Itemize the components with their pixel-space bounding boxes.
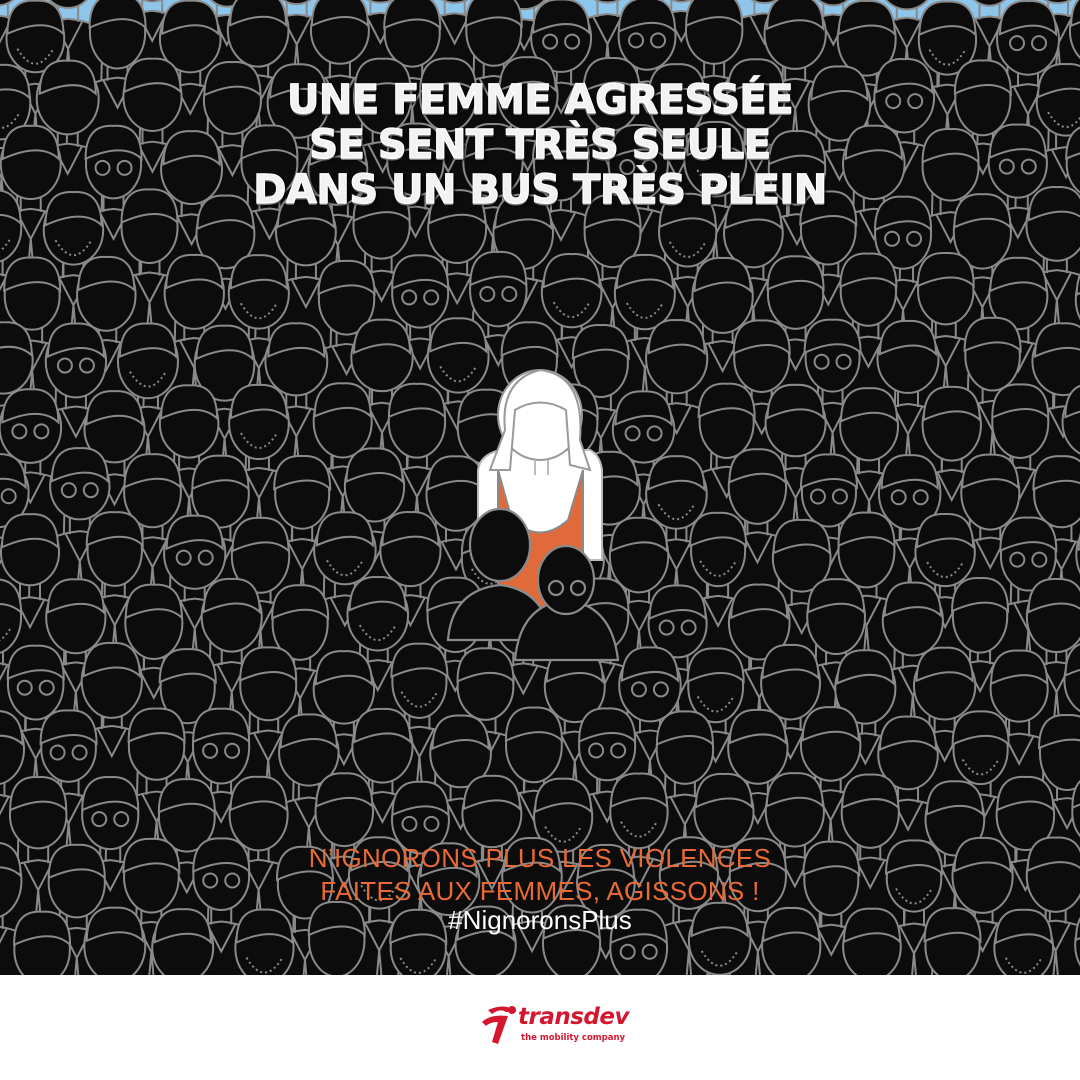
cta-line-2: FAITES AUX FEMMES, AGISSONS ! — [320, 876, 760, 906]
headline-line-1: UNE FEMME AGRESSÉE — [286, 77, 794, 123]
cta-line-1: N’IGNORONS PLUS LES VIOLENCES — [308, 843, 772, 873]
call-to-action — [0, 842, 1080, 908]
headline — [0, 78, 1080, 213]
headline-line-3: DANS UN BUS TRÈS PLEIN — [253, 167, 827, 213]
logo-name: transdev — [518, 1004, 629, 1030]
hashtag: #NignoronsPlus — [448, 905, 632, 935]
headline-line-2: SE SENT TRÈS SEULE — [309, 122, 771, 168]
logo-tagline: the mobility company — [521, 1033, 626, 1043]
